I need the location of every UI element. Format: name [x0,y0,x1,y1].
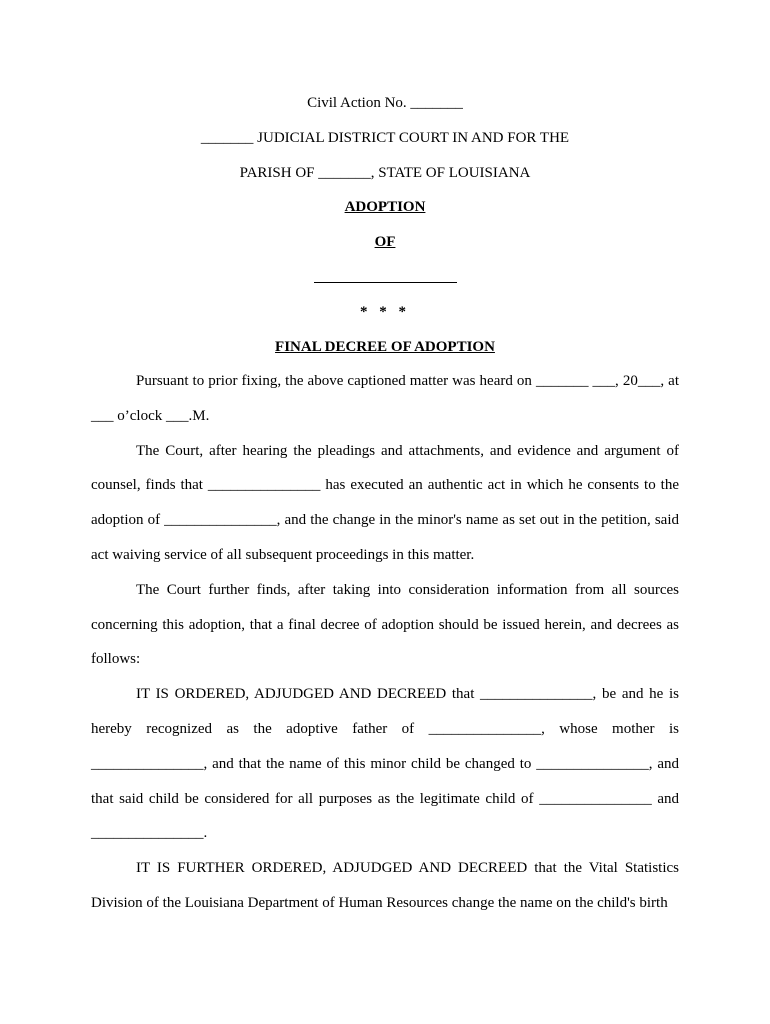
document-title: FINAL DECREE OF ADOPTION [275,339,495,355]
parish-line: PARISH OF _______, STATE OF LOUISIANA [239,165,531,181]
court-line: _______ JUDICIAL DISTRICT COURT IN AND FOR THE [200,130,570,146]
adoption-heading: ADOPTION [344,199,426,215]
paragraph-findings: The Court, after hearing the pleadings and attachments, and evidence and argument of counsel, finds that _______________ has executed an authentic act in which he consents to the adoption of _______________, and the change in the minor's name as set out in the petition, said act waiving service of all subsequent proceedings in this matter. [91,442,679,563]
paragraph-hearing: Pursuant to prior fixing, the above captioned matter was heard on _______ ___, 20___, at ___ o’clock ___.M. [91,373,679,424]
paragraph-further-findings: The Court further finds, after taking into consideration information from all sources concerning this adoption, that a final decree of adoption should be issued herein, and decrees as follows: [91,581,679,668]
name-blank-line [314,282,457,283]
paragraph-further-order: IT IS FURTHER ORDERED, ADJUDGED AND DECREED that the Vital Statistics Division of the Louisiana Department of Human Resources change the name on the child's birth [91,860,679,911]
civil-action-number: Civil Action No. _______ [307,95,463,111]
decree-body [91,364,679,921]
separator-stars: * * * [360,304,410,320]
paragraph-order: IT IS ORDERED, ADJUDGED AND DECREED that _______________, be and he is hereby recognized as the adoptive father of _______________, whose mother is _______________, and that the name of this minor child be changed to _______________, and that said child be considered for all purposes as the legitimate child of _______________ and _______________. [91,686,679,842]
of-heading: OF [374,234,396,250]
